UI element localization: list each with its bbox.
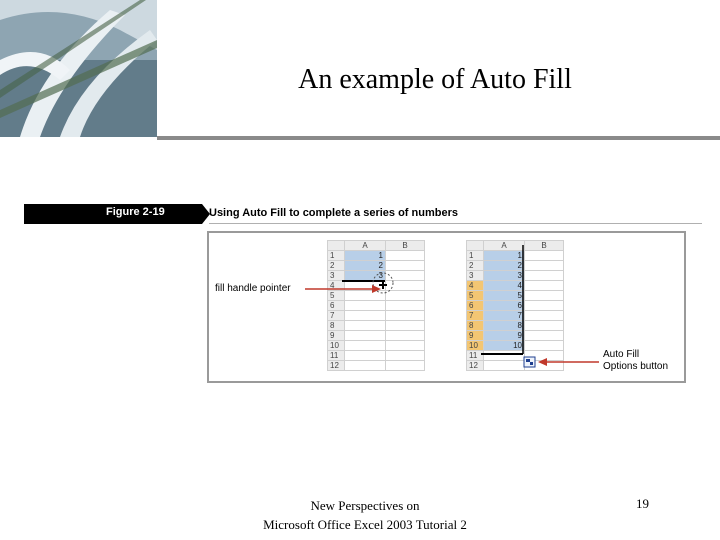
figure-caption-rule <box>209 223 702 224</box>
row-header[interactable]: 3 <box>328 271 345 281</box>
row-header[interactable]: 6 <box>328 301 345 311</box>
row-header[interactable]: 9 <box>328 331 345 341</box>
column-header-a[interactable]: A <box>484 241 525 251</box>
cell-a2[interactable]: 2 <box>484 261 525 271</box>
fill-handle-pointer-icon <box>379 281 387 289</box>
column-header-a[interactable]: A <box>345 241 386 251</box>
column-header-b[interactable]: B <box>386 241 425 251</box>
row-header[interactable]: 1 <box>467 251 484 261</box>
callout-fill-handle: fill handle pointer <box>215 283 291 294</box>
row-header[interactable]: 12 <box>467 361 484 371</box>
title-divider <box>157 136 720 140</box>
row-header[interactable]: 3 <box>467 271 484 281</box>
cell-a3[interactable]: 3 <box>484 271 525 281</box>
row-header[interactable]: 6 <box>467 301 484 311</box>
row-header[interactable]: 5 <box>467 291 484 301</box>
cell-a1[interactable]: 1 <box>484 251 525 261</box>
page-number: 19 <box>636 496 649 511</box>
cell-a8[interactable]: 8 <box>484 321 525 331</box>
cell-a5[interactable]: 5 <box>484 291 525 301</box>
callout-autofill-line1: Auto Fill <box>603 349 640 360</box>
row-header[interactable]: 4 <box>467 281 484 291</box>
row-header[interactable]: 8 <box>328 321 345 331</box>
footer-line1: New Perspectives on <box>310 498 420 513</box>
figure-panel <box>207 231 686 383</box>
footer-line2: Microsoft Office Excel 2003 Tutorial 2 <box>263 517 467 532</box>
callout-autofill-line2: Options button <box>603 361 669 372</box>
column-header-b[interactable]: B <box>525 241 564 251</box>
row-header[interactable]: 9 <box>467 331 484 341</box>
row-header[interactable]: 11 <box>328 351 345 361</box>
row-header[interactable]: 10 <box>467 341 484 351</box>
cell-a3[interactable]: 3 <box>345 271 386 281</box>
row-header[interactable]: 5 <box>328 291 345 301</box>
row-header[interactable]: 2 <box>328 261 345 271</box>
fill-handle-arrow <box>305 285 381 293</box>
cell-a6[interactable]: 6 <box>484 301 525 311</box>
autofill-options-icon[interactable] <box>524 357 535 367</box>
figure-header <box>24 204 702 224</box>
row-header[interactable]: 1 <box>328 251 345 261</box>
cell-a10[interactable]: 10 <box>484 341 525 351</box>
cell-a2[interactable]: 2 <box>345 261 386 271</box>
row-header[interactable]: 12 <box>328 361 345 371</box>
row-header[interactable]: 7 <box>328 311 345 321</box>
cell-a9[interactable]: 9 <box>484 331 525 341</box>
header-photo <box>0 0 157 137</box>
row-header[interactable]: 10 <box>328 341 345 351</box>
row-header[interactable]: 2 <box>467 261 484 271</box>
row-header[interactable]: 7 <box>467 311 484 321</box>
figure-annotations <box>209 233 684 381</box>
row-header[interactable]: 8 <box>467 321 484 331</box>
figure-caption: Using Auto Fill to complete a series of numbers <box>209 207 458 219</box>
slide-title: An example of Auto Fill <box>298 64 572 95</box>
row-header[interactable]: 11 <box>467 351 484 361</box>
slide-footer <box>235 496 495 534</box>
autofill-options-arrow <box>538 358 599 366</box>
cell-a7[interactable]: 7 <box>484 311 525 321</box>
cell-a1[interactable]: 1 <box>345 251 386 261</box>
row-header[interactable]: 4 <box>328 281 345 291</box>
cell-a4[interactable]: 4 <box>484 281 525 291</box>
figure-label: Figure 2-19 <box>106 206 165 218</box>
